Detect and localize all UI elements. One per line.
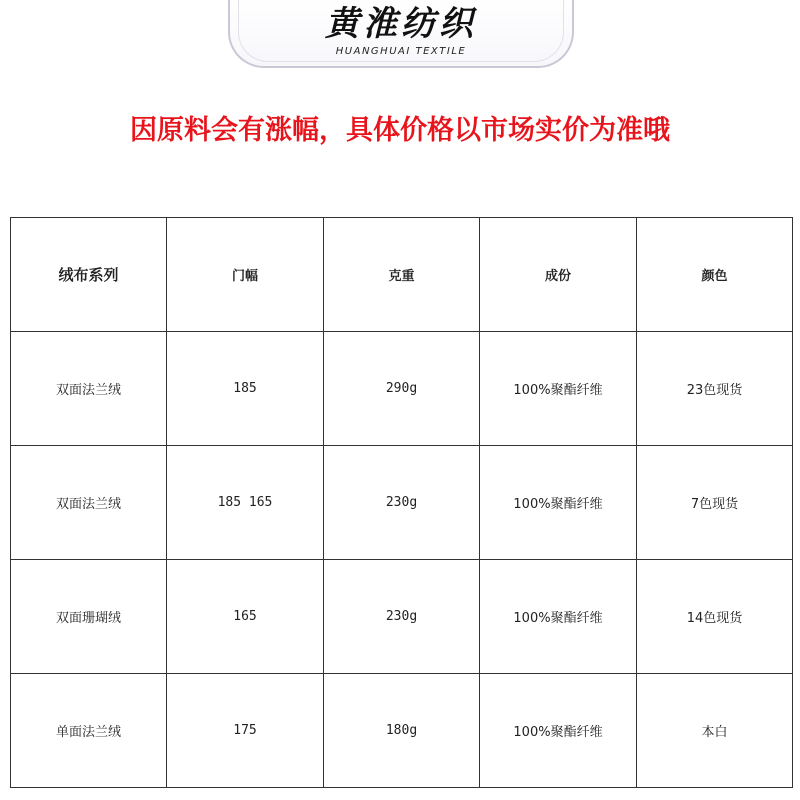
cell-series: 单面法兰绒: [11, 674, 167, 788]
header-color: 颜色: [637, 218, 793, 332]
header-composition: 成份: [480, 218, 637, 332]
cell-composition: 100%聚酯纤维: [480, 332, 637, 446]
cell-series: 双面法兰绒: [11, 446, 167, 560]
cell-width: 185 165: [167, 446, 324, 560]
cell-width: 185: [167, 332, 324, 446]
cell-weight: 180g: [324, 674, 480, 788]
header-width: 门幅: [167, 218, 324, 332]
cell-composition: 100%聚酯纤维: [480, 674, 637, 788]
header-series: 绒布系列: [11, 218, 167, 332]
cell-series: 双面法兰绒: [11, 332, 167, 446]
header-weight: 克重: [324, 218, 480, 332]
cell-color: 14色现货: [637, 560, 793, 674]
table-row: [11, 446, 793, 560]
product-spec-table: [10, 217, 793, 788]
cell-composition: 100%聚酯纤维: [480, 560, 637, 674]
table-row: [11, 332, 793, 446]
cell-series: 双面珊瑚绒: [11, 560, 167, 674]
brand-name-en: HUANGHUAI TEXTILE: [335, 46, 467, 57]
brand-name-cn: 黄淮纺织: [325, 4, 477, 44]
cell-weight: 230g: [324, 560, 480, 674]
cell-color: 本白: [637, 674, 793, 788]
table-row: [11, 560, 793, 674]
cell-color: 23色现货: [637, 332, 793, 446]
table-row: [11, 674, 793, 788]
brand-logo: [228, 0, 574, 68]
cell-weight: 230g: [324, 446, 480, 560]
price-notice: 因原料会有涨幅，具体价格以市场实价为准哦: [130, 115, 670, 146]
cell-weight: 290g: [324, 332, 480, 446]
cell-width: 165: [167, 560, 324, 674]
cell-width: 175: [167, 674, 324, 788]
cell-color: 7色现货: [637, 446, 793, 560]
table-header-row: [11, 218, 793, 332]
cell-composition: 100%聚酯纤维: [480, 446, 637, 560]
